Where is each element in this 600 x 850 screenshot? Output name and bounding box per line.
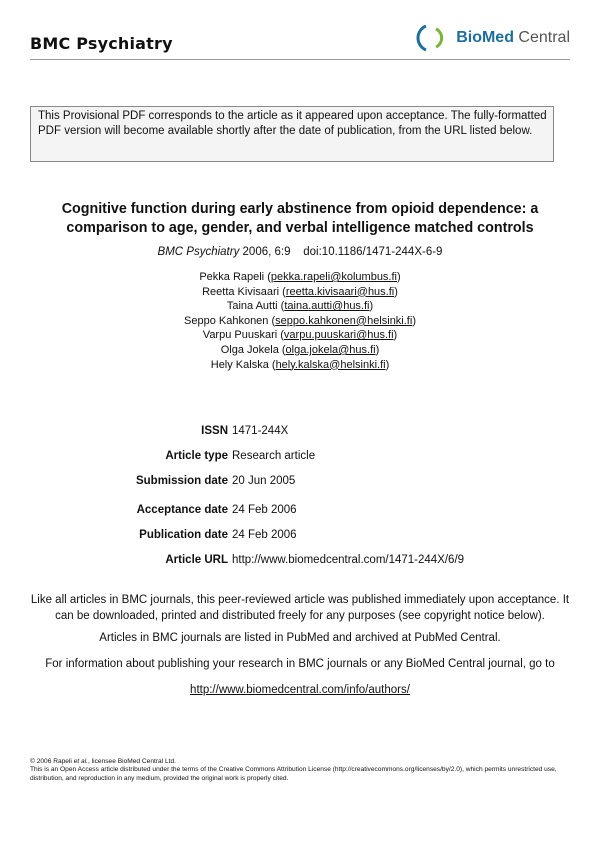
metadata-value: 20 Jun 2005 bbox=[232, 475, 296, 487]
citation-volume: 2006, 6:9 bbox=[239, 246, 291, 258]
author-line: Taina Autti (taina.autti@hus.fi) bbox=[226, 300, 374, 313]
citation-doi: doi:10.1186/1471-244X-6-9 bbox=[303, 246, 443, 258]
author-name: Hely Kalska bbox=[210, 358, 269, 371]
metadata-label: Submission date bbox=[135, 475, 228, 487]
metadata-label: Article type bbox=[165, 450, 228, 462]
author-line: Varpu Puuskari (varpu.puuskari@hus.fi) bbox=[202, 329, 398, 342]
open-access-paragraph: Like all articles in BMC journals, this peer-reviewed article was published immediately upon acceptance. It can be downloaded, printed and distributed freely for any purposes (see copyright notice below). bbox=[30, 594, 570, 622]
license-text: This is an Open Access article distributed under the terms of the Creative Commons Attribution License (http://creativecommons.org/licenses/by/2.0), which permits unrestricted use, distribution, and reproduction in any medium, provided the original work is properly cited. bbox=[30, 766, 557, 782]
metadata-label: Acceptance date bbox=[136, 504, 228, 516]
authors-info-link[interactable]: http://www.biomedcentral.com/info/authors/ bbox=[190, 684, 410, 696]
author-name: Seppo Kahkonen bbox=[184, 314, 269, 327]
biomed-central-arc-icon bbox=[416, 23, 446, 53]
author-name: Olga Jokela bbox=[220, 343, 279, 356]
metadata-value: 24 Feb 2006 bbox=[232, 504, 297, 516]
copyright-footer bbox=[30, 758, 570, 783]
logo-text: BioMed Central bbox=[456, 29, 570, 46]
author-email-link[interactable]: seppo.kahkonen@helsinki.fi bbox=[275, 314, 413, 327]
author-line: Seppo Kahkonen (seppo.kahkonen@helsinki.fi) bbox=[184, 314, 416, 327]
article-url-link[interactable]: http://www.biomedcentral.com/1471-244X/6/9 bbox=[232, 554, 465, 566]
author-name: Reetta Kivisaari bbox=[202, 285, 280, 298]
article-title: Cognitive function during early abstinence from opioid dependence: a comparison to age, gender, and verbal intelligence matched controls bbox=[61, 201, 539, 236]
metadata-row bbox=[0, 475, 600, 491]
journal-title: BMC Psychiatry bbox=[30, 34, 173, 53]
author-line: Reetta Kivisaari (reetta.kivisaari@hus.fi) bbox=[202, 285, 398, 298]
pubmed-paragraph: Articles in BMC journals are listed in PubMed and archived at PubMed Central. bbox=[99, 632, 501, 644]
author-name: Pekka Rapeli bbox=[199, 271, 265, 283]
author-line: Pekka Rapeli (pekka.rapeli@kolumbus.fi) bbox=[199, 271, 401, 283]
metadata-row bbox=[0, 529, 600, 545]
metadata-row bbox=[0, 554, 600, 570]
author-line: Hely Kalska (hely.kalska@helsinki.fi) bbox=[210, 358, 390, 371]
metadata-row bbox=[0, 425, 600, 441]
metadata-value: 24 Feb 2006 bbox=[232, 529, 297, 541]
author-email-link[interactable]: olga.jokela@hus.fi bbox=[285, 343, 376, 356]
author-line: Olga Jokela (olga.jokela@hus.fi) bbox=[220, 343, 380, 356]
author-email-link[interactable]: pekka.rapeli@kolumbus.fi bbox=[270, 271, 397, 283]
metadata-value: 1471-244X bbox=[232, 425, 289, 437]
metadata-row bbox=[0, 504, 600, 520]
authors-info-link-line bbox=[30, 683, 570, 699]
publishing-info-paragraph: For information about publishing your research in BMC journals or any BioMed Central journal, go to bbox=[45, 658, 555, 670]
citation-journal: BMC Psychiatry bbox=[157, 246, 240, 258]
author-email-link[interactable]: taina.autti@hus.fi bbox=[284, 300, 370, 313]
metadata-label: Article URL bbox=[165, 554, 228, 566]
author-email-link[interactable]: hely.kalska@helsinki.fi bbox=[275, 358, 386, 371]
author-list bbox=[0, 270, 600, 372]
header-divider bbox=[30, 59, 570, 60]
provisional-notice: This Provisional PDF corresponds to the article as it appeared upon acceptance. The fully-formatted PDF version will become available shortly after the date of publication, from the URL listed below. bbox=[30, 106, 554, 162]
author-email-link[interactable]: varpu.puuskari@hus.fi bbox=[283, 329, 394, 342]
copyright-line: © 2006 Rapeli et al., licensee BioMed Central Ltd. bbox=[30, 758, 176, 765]
author-email-link[interactable]: reetta.kivisaari@hus.fi bbox=[285, 285, 395, 298]
author-name: Varpu Puuskari bbox=[202, 329, 278, 342]
metadata-label: Publication date bbox=[139, 529, 228, 541]
metadata-row bbox=[0, 450, 600, 466]
citation bbox=[0, 246, 600, 258]
author-name: Taina Autti bbox=[226, 300, 278, 313]
biomed-central-logo bbox=[416, 22, 570, 54]
metadata-value: Research article bbox=[232, 450, 316, 462]
metadata-label: ISSN bbox=[201, 425, 228, 437]
